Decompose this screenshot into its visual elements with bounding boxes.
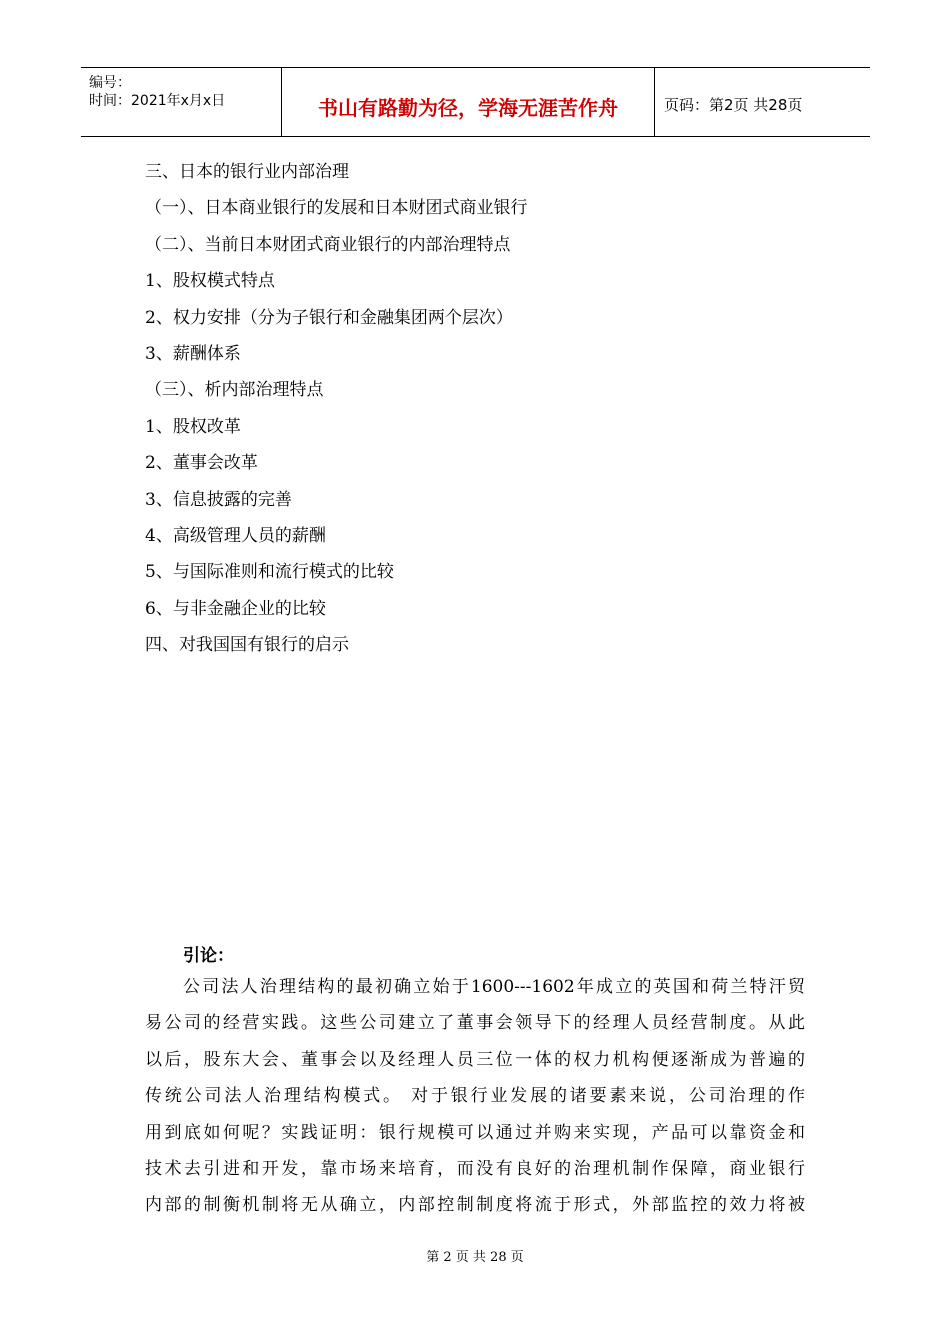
paragraph-line: 内部的制衡机制将无从确立，内部控制制度将流于形式，外部监控的效力将被 bbox=[145, 1195, 805, 1216]
outline-item: 2、权力安排（分为子银行和金融集团两个层次） bbox=[145, 307, 513, 328]
outline-item: 6、与非金融企业的比较 bbox=[145, 598, 326, 619]
document-number-label: 编号： bbox=[89, 75, 131, 91]
outline-item: 5、与国际准则和流行模式的比较 bbox=[145, 562, 394, 583]
outline-item: 3、薪酬体系 bbox=[145, 343, 241, 364]
outline-item: 四、对我国国有银行的启示 bbox=[145, 635, 349, 656]
outline-item: （一）、日本商业银行的发展和日本财团式商业银行 bbox=[145, 198, 528, 219]
table-of-contents bbox=[145, 159, 528, 668]
page-footer: 第 2 页 共 28 页 bbox=[426, 1250, 524, 1265]
header-page-cell bbox=[654, 68, 870, 136]
paragraph-line: 技术去引进和开发，靠市场来培育，而没有良好的治理机制作保障，商业银行 bbox=[145, 1158, 805, 1179]
outline-item: 4、高级管理人员的薪酬 bbox=[145, 525, 326, 546]
outline-item: 2、董事会改革 bbox=[145, 453, 258, 474]
intro-paragraph bbox=[145, 969, 805, 1224]
paragraph-line: 用到底如何呢？实践证明：银行规模可以通过并购来实现，产品可以靠资金和 bbox=[145, 1122, 805, 1143]
outline-item: 1、股权模式特点 bbox=[145, 271, 275, 292]
header-page-info: 页码：第2页 共28页 bbox=[664, 96, 803, 114]
intro-heading: 引论： bbox=[183, 946, 234, 966]
header-meta-cell bbox=[81, 68, 281, 136]
header-motto: 书山有路勤为径，学海无涯苦作舟 bbox=[318, 96, 618, 120]
document-header bbox=[81, 67, 870, 137]
paragraph-line: 公司法人治理结构的最初确立始于1600---1602年成立的英国和荷兰特汗贸 bbox=[183, 977, 805, 997]
paragraph-line: 以后，股东大会、董事会以及经理人员三位一体的权力机构便逐渐成为普遍的 bbox=[145, 1049, 805, 1070]
document-date: 时间：2021年x月x日 bbox=[89, 93, 226, 109]
outline-item: 1、股权改革 bbox=[145, 416, 241, 437]
paragraph-line: 易公司的经营实践。这些公司建立了董事会领导下的经理人员经营制度。从此 bbox=[145, 1013, 805, 1034]
outline-item: （三）、析内部治理特点 bbox=[145, 380, 324, 401]
outline-item: 三、日本的银行业内部治理 bbox=[145, 162, 349, 182]
paragraph-line: 传统公司法人治理结构模式。 对于银行业发展的诸要素来说，公司治理的作 bbox=[145, 1086, 805, 1107]
outline-item: （二）、当前日本财团式商业银行的内部治理特点 bbox=[145, 234, 511, 255]
outline-item: 3、信息披露的完善 bbox=[145, 489, 292, 510]
header-motto-cell bbox=[281, 68, 655, 136]
